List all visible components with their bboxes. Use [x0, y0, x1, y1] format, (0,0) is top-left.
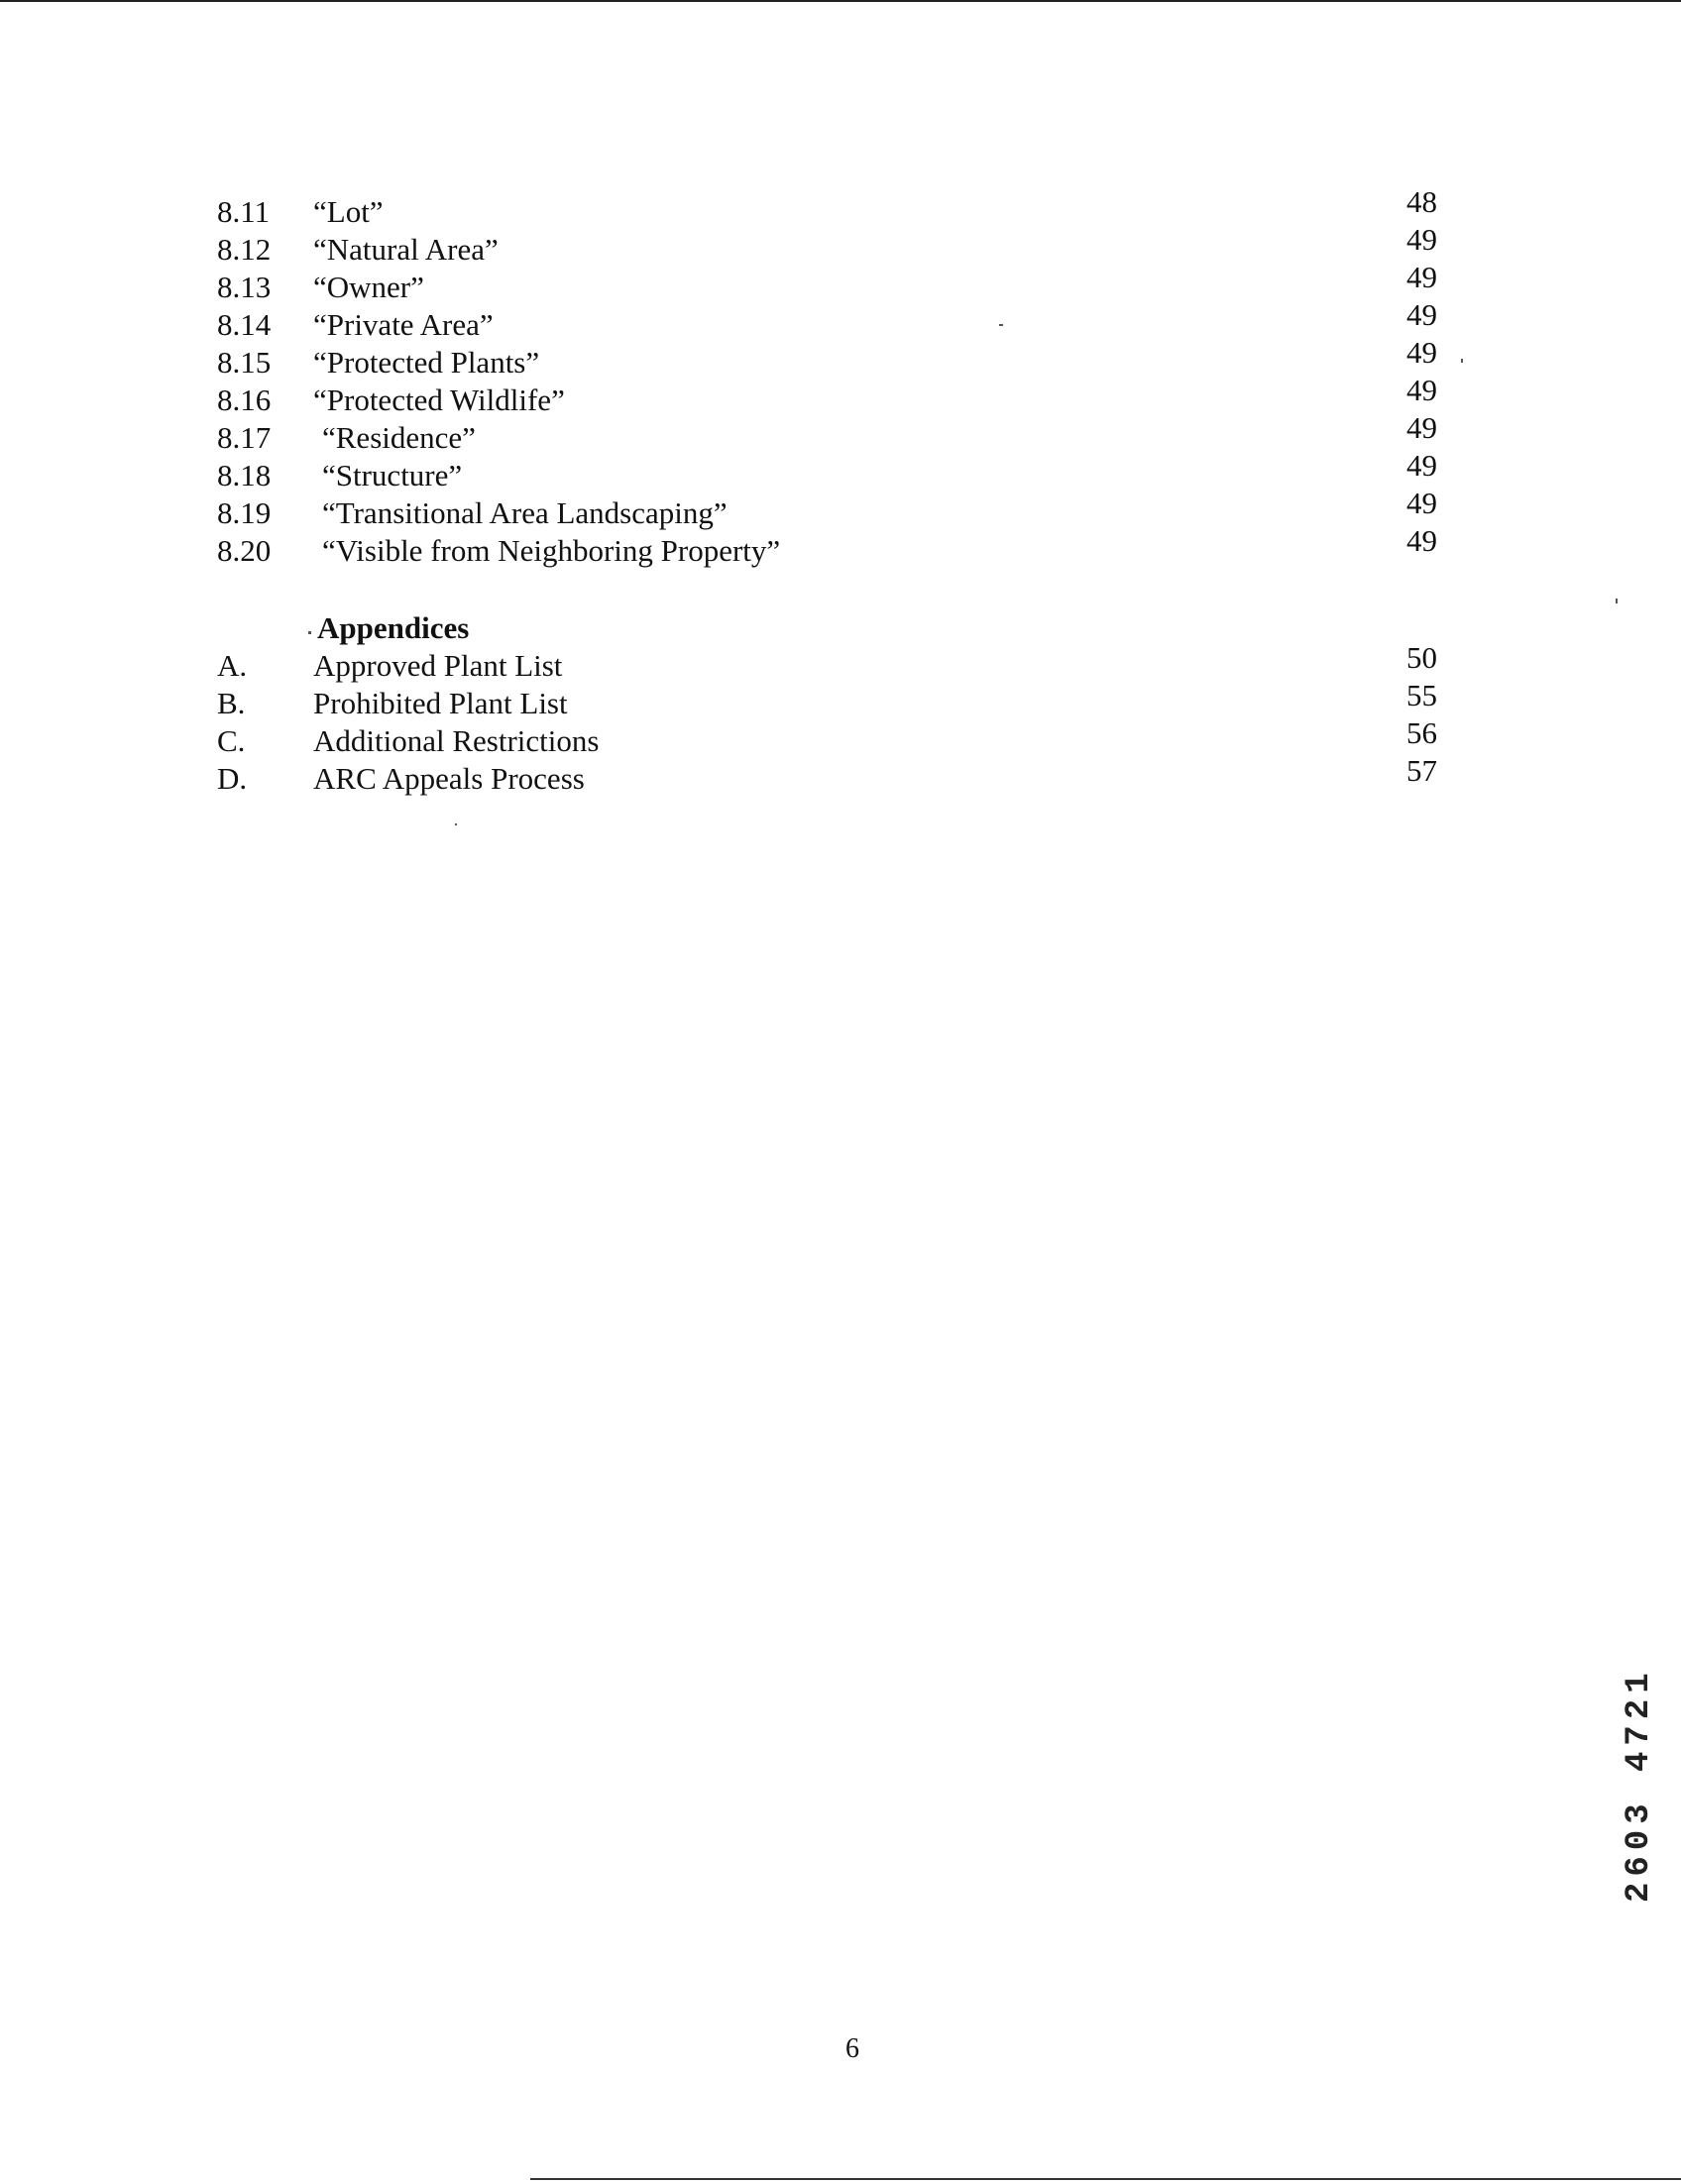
scan-speck [308, 631, 311, 634]
appendix-letter: C. [217, 723, 246, 758]
toc-page: 49 [1406, 523, 1437, 558]
toc-number: 8.17 [217, 420, 272, 455]
toc-page: 49 [1406, 297, 1437, 332]
toc-number: 8.13 [217, 270, 272, 304]
appendix-row [0, 753, 1681, 798]
appendix-page: 55 [1406, 678, 1437, 712]
appendix-page: 56 [1406, 715, 1437, 750]
appendices-heading: Appendices [317, 610, 470, 645]
toc-title: “Private Area” [313, 307, 494, 342]
scan-speck [999, 324, 1003, 326]
toc-title: “Visible from Neighboring Property” [322, 533, 781, 568]
toc-title: “Transitional Area Landscaping” [322, 495, 728, 530]
scan-speck [1461, 359, 1463, 363]
toc-page: 49 [1406, 335, 1437, 370]
appendix-title: Prohibited Plant List [313, 686, 568, 720]
toc-page: 49 [1406, 222, 1437, 257]
appendix-letter: D. [217, 761, 248, 796]
toc-title: “Owner” [313, 270, 424, 304]
toc-page: 49 [1406, 410, 1437, 445]
toc-number: 8.15 [217, 345, 272, 380]
toc-title: “Residence” [322, 420, 476, 455]
toc-page: 49 [1406, 448, 1437, 483]
toc-page: 49 [1406, 260, 1437, 294]
toc-page: 48 [1406, 184, 1437, 219]
toc-number: 8.14 [217, 307, 272, 342]
toc-number: 8.19 [217, 495, 272, 530]
appendix-title: ARC Appeals Process [313, 761, 585, 796]
toc-page: 49 [1406, 486, 1437, 520]
appendix-title: Additional Restrictions [313, 723, 600, 758]
toc-number: 8.20 [217, 533, 272, 568]
toc-title: “Lot” [313, 194, 384, 229]
toc-number: 8.18 [217, 458, 272, 492]
toc-title: “Natural Area” [313, 232, 499, 267]
toc-number: 8.16 [217, 382, 272, 417]
toc-page: 49 [1406, 373, 1437, 407]
toc-number: 8.11 [217, 194, 271, 229]
appendix-letter: B. [217, 686, 246, 720]
appendix-page: 57 [1406, 753, 1437, 788]
toc-title: “Protected Wildlife” [313, 382, 565, 417]
toc-title: “Structure” [322, 458, 463, 492]
bottom-rule [530, 2178, 1681, 2180]
top-border [0, 0, 1681, 2]
bates-stamp-text: 2603 4721 [1621, 1667, 1658, 1903]
page-number: 6 [845, 2033, 859, 2064]
appendix-letter: A. [217, 648, 248, 683]
scan-speck [1616, 599, 1618, 603]
toc-row [0, 523, 1681, 570]
scan-speck [455, 823, 457, 825]
bates-stamp [1614, 1566, 1663, 1903]
toc-title: “Protected Plants” [313, 345, 540, 380]
appendix-title: Approved Plant List [313, 648, 563, 683]
appendix-page: 50 [1406, 640, 1437, 675]
toc-number: 8.12 [217, 232, 272, 267]
